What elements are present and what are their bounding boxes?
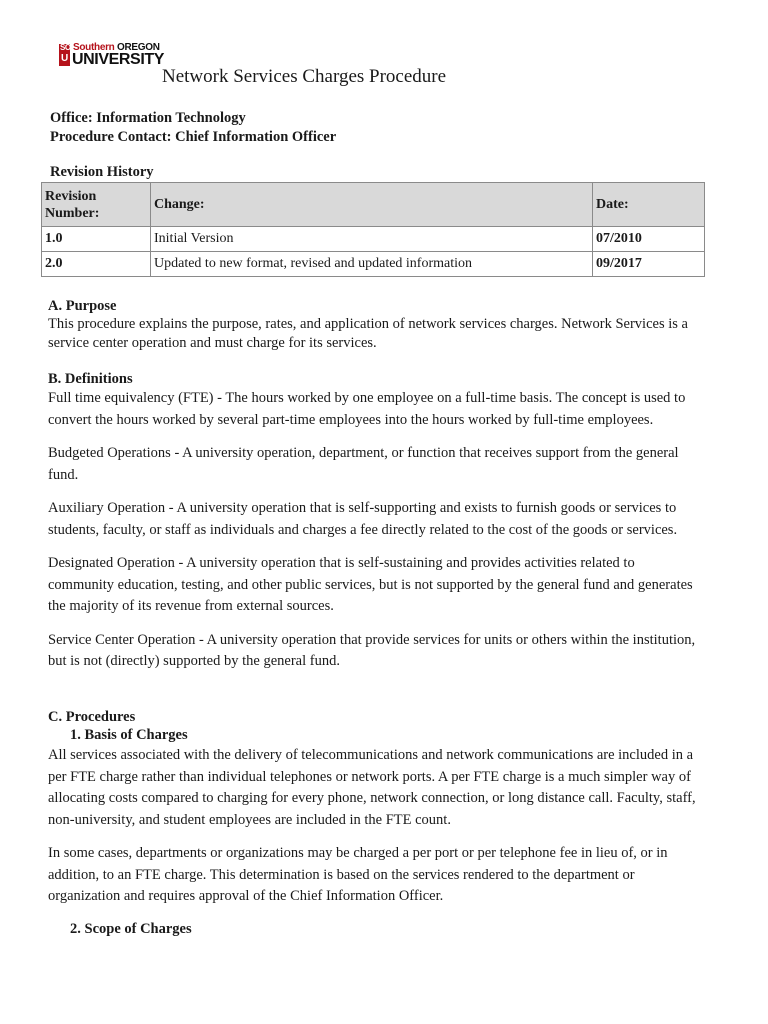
definition-service-center: Service Center Operation - A university operation that provide services for units or others within the institution, but is not (directly) supported by the general fund.	[48, 631, 696, 669]
office-line: Office: Information Technology	[50, 110, 246, 126]
date-cell: 09/2017	[593, 252, 705, 277]
change-cell: Initial Version	[151, 227, 593, 252]
revision-history-table	[41, 182, 705, 277]
procedures-section	[48, 708, 703, 939]
definition-fte: Full time equivalency (FTE) - The hours worked by one employee on a full-time basis. The concept is used to convert the hours worked by several part-time employees into the hours worked by full-time employees.	[48, 390, 686, 428]
purpose-section	[48, 297, 703, 353]
logo-southern: Southern	[73, 42, 115, 53]
definition-budgeted: Budgeted Operations - A university operation, department, or function that receives support from the general fund.	[48, 445, 679, 483]
definition-auxiliary: Auxiliary Operation - A university operation that is self-supporting and exists to furnish goods or services to students, faculty, or staff as individuals and charges a fee directly related to the cost of the goods or services.	[48, 500, 678, 538]
logo-u-text: U	[61, 53, 69, 64]
header-change: Change:	[151, 183, 593, 227]
purpose-heading: A. Purpose	[48, 298, 117, 314]
change-cell: Updated to new format, revised and updated information	[151, 252, 593, 277]
so-mark	[59, 44, 70, 66]
table-row	[42, 252, 705, 277]
table-row	[42, 227, 705, 252]
logo-so-text: SO	[60, 43, 71, 52]
definitions-section	[48, 370, 703, 673]
purpose-text: This procedure explains the purpose, rates, and application of network services charges. Network Services is a service center operation and must charge for its services.	[48, 316, 688, 351]
logo-oregon: OREGON	[116, 42, 160, 53]
revision-history-heading: Revision History	[50, 164, 154, 180]
basis-paragraph-1: All services associated with the delivery of telecommunications and network communications are included in a per FTE charge rather than individual telephones or network ports. A per FTE charge is a much simpler way of allocating costs compared to charging for every phone, network connection, or long distance call. Faculty, staff, non-university, and student employees are included in the FTE count.	[48, 747, 696, 828]
definition-designated: Designated Operation - A university operation that is self-sustaining and provides activities related to community education, testing, and other public services, but is not supported by the general fund and generates the majority of its revenue from external sources.	[48, 555, 693, 614]
basis-paragraph-2: In some cases, departments or organizations may be charged a per port or per telephone fee in lieu of, or in addition, to an FTE charge. This determination is based on the services rendered to the department or organization and requires approval of the Chief Information Officer.	[48, 845, 668, 904]
procedures-heading: C. Procedures	[48, 709, 136, 725]
page-title: Network Services Charges Procedure	[162, 66, 447, 87]
university-logo	[59, 42, 165, 68]
contact-line: Procedure Contact: Chief Information Officer	[50, 129, 337, 145]
table-header-row	[42, 183, 705, 227]
basis-of-charges-heading: 1. Basis of Charges	[70, 727, 188, 743]
logo-university: UNIVERSITY	[72, 51, 165, 68]
header-date: Date:	[593, 183, 705, 227]
revision-number-cell: 1.0	[42, 227, 151, 252]
definitions-heading: B. Definitions	[48, 371, 133, 387]
header-revision-number: Revision Number:	[42, 183, 151, 227]
date-cell: 07/2010	[593, 227, 705, 252]
office-block	[50, 109, 336, 147]
revision-number-cell: 2.0	[42, 252, 151, 277]
scope-of-charges-heading: 2. Scope of Charges	[70, 920, 192, 937]
